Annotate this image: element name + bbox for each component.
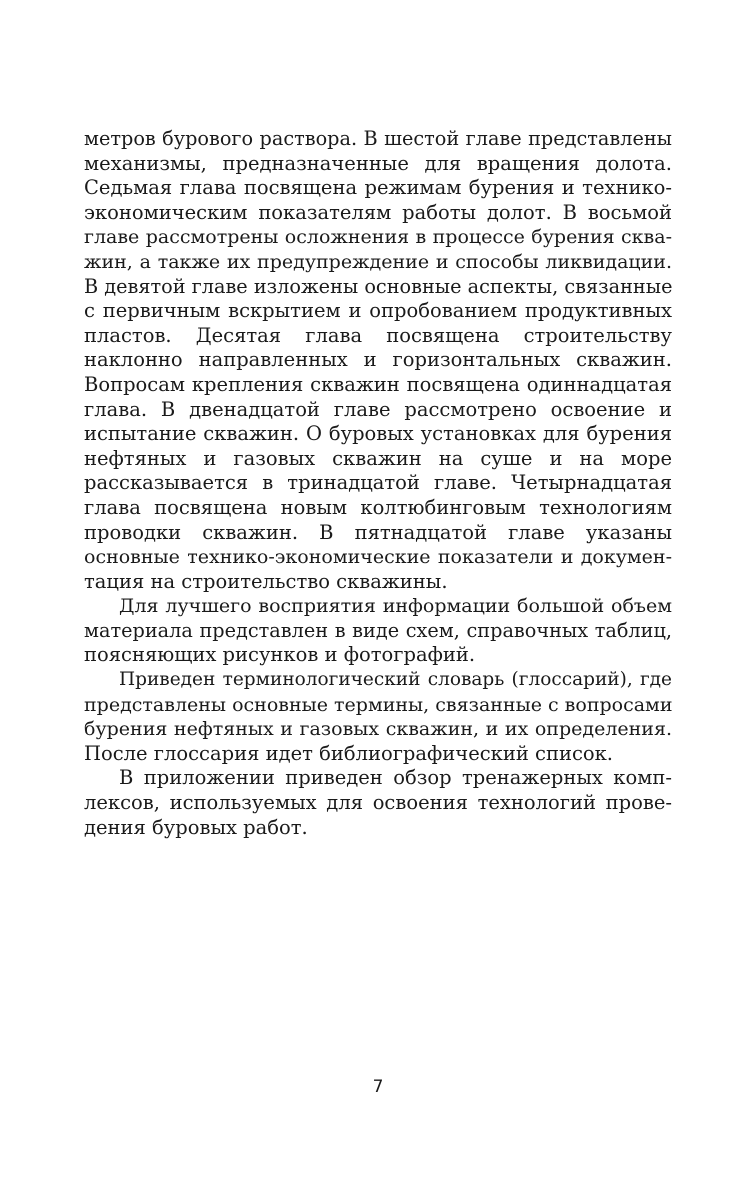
text-line: материала представлен в виде схем, справочных таблиц, bbox=[84, 618, 672, 642]
text-line: экономическим показателям работы долот. В восьмой bbox=[84, 200, 672, 224]
text-line: лексов, используемых для освоения технологий прове- bbox=[84, 791, 672, 815]
text-line: поясняющих рисунков и фотографий. bbox=[84, 643, 476, 667]
text-line: с первичным вскрытием и опробованием продуктивных bbox=[84, 299, 672, 323]
text-line: В приложении приведен обзор тренажерных комп- bbox=[119, 766, 672, 790]
text-line: проводки скважин. В пятнадцатой главе указаны bbox=[84, 520, 672, 544]
text-line: главе рассмотрены осложнения в процессе бурения сква- bbox=[84, 226, 672, 249]
page-number: 7 bbox=[372, 1077, 384, 1097]
text-line: глава посвящена новым колтюбинговым технологиям bbox=[84, 495, 672, 519]
text-line: наклонно направленных и горизонтальных скважин. bbox=[84, 348, 672, 372]
text-line: Приведен терминологический словарь (глоссарий), где bbox=[119, 669, 672, 691]
text-line: глава. В двенадцатой главе рассмотрено освоение и bbox=[84, 397, 672, 421]
body-text bbox=[84, 127, 672, 840]
text-line: После глоссария идет библиографический список. bbox=[84, 741, 613, 765]
text-line: тация на строительство скважины. bbox=[84, 569, 448, 593]
paragraph bbox=[84, 766, 672, 840]
paragraph bbox=[84, 594, 672, 668]
text-line: Для лучшего восприятия информации большой объем bbox=[119, 595, 672, 618]
text-line: испытание скважин. О буровых установках для бурения bbox=[84, 422, 672, 446]
text-line: нефтяных и газовых скважин на суше и на море bbox=[84, 446, 672, 470]
text-line: дения буровых работ. bbox=[84, 815, 308, 839]
paragraph bbox=[84, 668, 672, 766]
text-line: жин, а также их предупреждение и способы ликвидации. bbox=[84, 250, 672, 273]
paragraph bbox=[84, 127, 672, 594]
text-line: пластов. Десятая глава посвящена строительству bbox=[84, 323, 672, 347]
text-line: В девятой главе изложены основные аспекты, связанные bbox=[84, 274, 673, 298]
text-line: бурения нефтяных и газовых скважин, и их определения. bbox=[84, 718, 672, 741]
text-line: метров бурового раствора. В шестой главе представлены bbox=[84, 127, 672, 150]
text-line: механизмы, предназначенные для вращения долота. bbox=[84, 151, 672, 175]
text-line: Седьмая глава посвящена режимам бурения и технико- bbox=[84, 176, 672, 200]
text-line: рассказывается в тринадцатой главе. Четырнадцатая bbox=[84, 471, 672, 495]
text-line: Вопросам крепления скважин посвящена одиннадцатая bbox=[84, 372, 672, 396]
text-line: основные технико-экономические показатели и докумен- bbox=[84, 546, 672, 569]
text-line: представлены основные термины, связанные с вопросами bbox=[84, 693, 673, 716]
